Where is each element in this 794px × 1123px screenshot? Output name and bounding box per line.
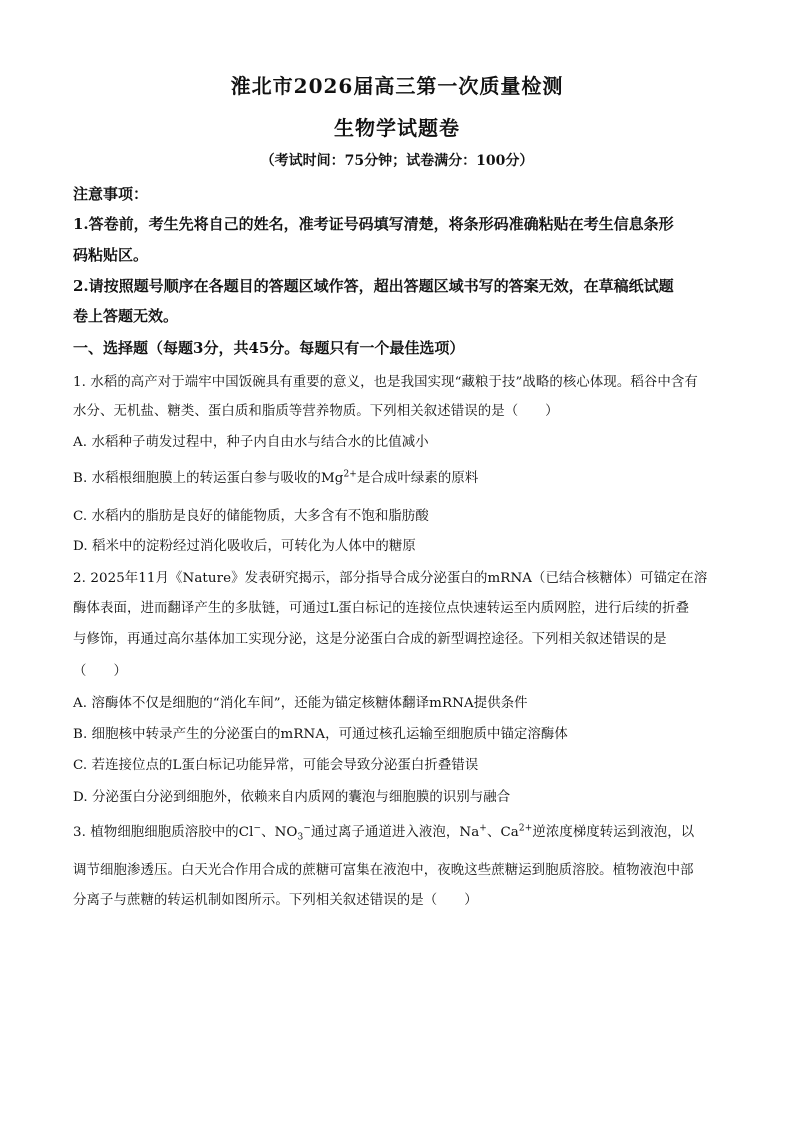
q3-stem-line2: 调节细胞渗透压。白天光合作用合成的蔗糖可富集在液泡中，夜晚这些蔗糖运到胞质溶胶。植物液泡中部 — [73, 863, 694, 878]
q2-stem-line1: 2. 2025年11月《Nature》发表研究揭示，部分指导合成分泌蛋白的mRNA（已结合核糖体）可锚定在溶 — [73, 571, 708, 586]
q2-option-b: B. 细胞核中转录产生的分泌蛋白的mRNA，可通过核孔运输至细胞质中锚定溶酶体 — [73, 727, 568, 742]
q1-option-b — [73, 467, 723, 486]
q1-option-d: D. 稻米中的淀粉经过消化吸收后，可转化为人体中的糖原 — [73, 539, 416, 554]
notice-item1-line2: 码粘贴区。 — [73, 246, 149, 264]
notice-item1-line1: 1.答卷前，考生先将自己的姓名，准考证号码填写清楚，将条形码准确粘贴在考生信息条形 — [73, 215, 674, 233]
section1-heading: 一、选择题（每题3分，共45分。每题只有一个最佳选项） — [73, 339, 465, 357]
q2-stem-line4: （ ） — [73, 664, 127, 679]
q3-stem-line3: 分离子与蔗糖的转运机制如图所示。下列相关叙述错误的是（ ） — [73, 893, 478, 908]
q2-option-d: D. 分泌蛋白分泌到细胞外，依赖来自内质网的囊泡与细胞膜的识别与融合 — [73, 790, 511, 805]
q2-option-a: A. 溶酶体不仅是细胞的“消化车间”，还能为锚定核糖体翻译mRNA提供条件 — [73, 696, 528, 711]
q3-stem-l1-b: 、NO — [261, 825, 298, 840]
q2-stem-line2: 酶体表面，进而翻译产生的多肽链，可通过L蛋白标记的连接位点快速转运至内质网腔，进行后续的折叠 — [73, 601, 690, 616]
notice-heading: 注意事项： — [73, 185, 149, 203]
q1-option-a: A. 水稻种子萌发过程中，种子内自由水与结合水的比值减小 — [73, 435, 429, 450]
q3-sup-ca: 2+ — [518, 823, 533, 834]
q1-option-b-pre: B. 水稻根细胞膜上的转运蛋白参与吸收的Mg — [73, 471, 344, 486]
q3-stem-l1-c: 通过离子通道进入液泡，Na — [311, 825, 480, 840]
q1-stem-line2: 水分、无机盐、糖类、蛋白质和脂质等营养物质。下列相关叙述错误的是（ ） — [73, 404, 559, 419]
exam-subtitle: 生物学试题卷 — [334, 116, 460, 140]
q2-stem-line3: 与修饰，再通过高尔基体加工实现分泌，这是分泌蛋白合成的新型调控途径。下列相关叙述错误的是 — [73, 632, 667, 647]
q1-option-c: C. 水稻内的脂肪是良好的储能物质，大多含有不饱和脂肪酸 — [73, 509, 429, 524]
q3-stem-l1-e: 逆浓度梯度转运到液泡，以 — [532, 825, 695, 840]
q1-stem-line1: 1. 水稻的高产对于端牢中国饭碗具有重要的意义，也是我国实现“藏粮于技”战略的核心体现。稻谷中含有 — [73, 375, 698, 390]
notice-item2-line2: 卷上答题无效。 — [73, 307, 179, 325]
exam-info: （考试时间：75分钟；试卷满分：100分） — [260, 153, 534, 169]
exam-title: 淮北市2026届高三第一次质量检测 — [230, 74, 564, 98]
notice-item2-line1: 2.请按照题号顺序在各题目的答题区域作答，超出答题区域书写的答案无效，在草稿纸试题 — [73, 277, 674, 295]
q1-option-b-post: 是合成叶绿素的原料 — [356, 471, 479, 486]
q3-sub-no3: 3 — [297, 832, 304, 843]
q3-sup-no3: − — [303, 823, 311, 834]
q3-stem-l1-a: 3. 植物细胞细胞质溶胶中的Cl — [73, 825, 254, 840]
q1-option-b-sup: 2+ — [343, 469, 357, 480]
q3-sup-cl: − — [253, 823, 262, 834]
q3-sup-na: + — [479, 823, 487, 834]
q3-stem-l1-d: 、Ca — [486, 825, 519, 840]
q3-stem-line1 — [73, 821, 723, 843]
q2-option-c: C. 若连接位点的L蛋白标记功能异常，可能会导致分泌蛋白折叠错误 — [73, 758, 479, 773]
